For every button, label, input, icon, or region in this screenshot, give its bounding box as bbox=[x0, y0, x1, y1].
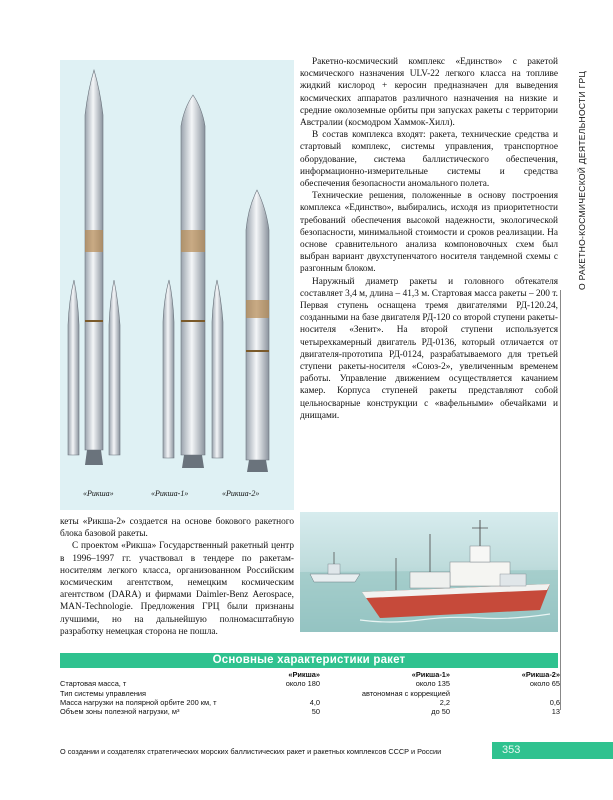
paragraph: кеты «Рикша-2» создается на основе бокового ракетного блока базовой ракеты. bbox=[60, 517, 294, 540]
cell: около 180 bbox=[285, 679, 320, 689]
cell: 4,0 bbox=[309, 697, 320, 707]
side-caption-text: О РАКЕТНО-КОСМИЧЕСКОЙ ДЕЯТЕЛЬНОСТИ ГРЦ bbox=[577, 70, 587, 290]
column-header: «Рикша» bbox=[288, 670, 320, 679]
left-text-column bbox=[60, 516, 294, 638]
table-row bbox=[60, 679, 560, 688]
cell: 0,6 bbox=[549, 697, 560, 707]
ship-drawing bbox=[300, 512, 558, 632]
paragraph: Технические решения, положенные в основу построения комплекса «Единство», выбирались, исходя из приоритетности требований обеспечения высокой надежности, экологической безопасности, минимальной стоимости и сроков реализации. На основе сравнительного анализа компоновочных схем был выбран вариант двухступенчатого носителя тандемной схемы с разгонным блоком. bbox=[300, 191, 558, 275]
rocket-drawings bbox=[60, 60, 294, 510]
column-header: «Рикша-1» bbox=[411, 670, 450, 679]
cell: автономная с коррекцией bbox=[361, 688, 450, 698]
paragraph: В состав комплекса входят: ракета, технические средства и стартовый комплекс, системы управления, транспортное оборудование, система баллистического обеспечения, информационно-измерительные системы и средства обеспечения безопасности аномального полета. bbox=[300, 130, 558, 190]
row-label: Стартовая масса, т bbox=[60, 679, 127, 689]
characteristics-table bbox=[60, 670, 560, 716]
rikscha-rocket bbox=[68, 70, 120, 465]
cell: около 65 bbox=[529, 679, 560, 689]
cell: около 135 bbox=[415, 679, 450, 689]
table-row bbox=[60, 689, 560, 698]
row-label: Объем зоны полезной нагрузки, м³ bbox=[60, 707, 180, 717]
ship-illustration bbox=[300, 512, 558, 632]
table-row bbox=[60, 698, 560, 707]
rocket-caption-rikscha: «Рикша» bbox=[83, 489, 114, 498]
row-label: Масса нагрузки на полярной орбите 200 км, т bbox=[60, 697, 217, 707]
paragraph: Ракетно-космический комплекс «Единство» с ракетой космического назначения ULV-22 легкого класса на топливе жидкий кислород + керосин предназначен для выведения космических аппаратов различного назначения на низкие и средние околоземные орбиты при запусках ракеты с территории Австралии (космодром Хаммок-Хилл). bbox=[300, 57, 558, 129]
rikscha-2-rocket bbox=[246, 190, 269, 472]
paragraph: Наружный диаметр ракеты и головного обтекателя составляет 3,4 м, длина – 41,3 м. Стартовая масса ракеты – 200 т. Первая ступень оснащена тремя двигателями РД-120.24, созданными на базе двигателя РД-120 со второй ступени ракеты-носителя «Зенит». На второй ступени используется четырехкамерный двигатель РД-0136, который отличается от двигателя-прототипа РД-0124, разрабатываемого для третьей ступени ракеты-носителя «Союз-2», увеличенным временем работы. Управление движением осуществляется качанием камер. Корпуса ступеней ракеты представляют собой цельносварные конструкции с «вафельными» обечайками и днищами. bbox=[300, 276, 558, 421]
column-header: «Рикша-2» bbox=[521, 670, 560, 679]
cell: 13 bbox=[551, 707, 560, 717]
page-number: 353 bbox=[492, 742, 613, 759]
rocket-illustration-panel bbox=[60, 60, 294, 510]
rocket-caption-rikscha-1: «Рикша-1» bbox=[151, 489, 189, 498]
cell: 50 bbox=[311, 707, 320, 717]
table-header-row bbox=[60, 670, 560, 679]
row-label: Тип системы управления bbox=[60, 688, 147, 698]
paragraph: С проектом «Рикша» Государственный ракетный центр в 1996–1997 гг. участвовал в тендере по ракетам-носителям легкого класса, организованном Российским космическим агентством, немецким космическим агентством (DARA) и фирмами Daimler-Benz Aerospace, MAN-Technologie. Предложения ГРЦ были признаны лучшими, но на дальнейшую полномасштабную разработку немецкая сторона не пошла. bbox=[60, 541, 294, 637]
rocket-caption-rikscha-2: «Рикша-2» bbox=[222, 489, 260, 498]
side-caption bbox=[566, 30, 587, 290]
side-divider bbox=[560, 290, 561, 710]
cell: до 50 bbox=[431, 707, 450, 717]
table-title-band: Основные характеристики ракет bbox=[60, 653, 558, 668]
right-text-column bbox=[300, 56, 558, 422]
table-row bbox=[60, 707, 560, 716]
rikscha-1-rocket bbox=[163, 95, 223, 468]
footer-text: О создании и создателях стратегических морских баллистических ракет и ракетных комплексов СССР и России bbox=[60, 747, 442, 756]
cell: 2,2 bbox=[439, 697, 450, 707]
